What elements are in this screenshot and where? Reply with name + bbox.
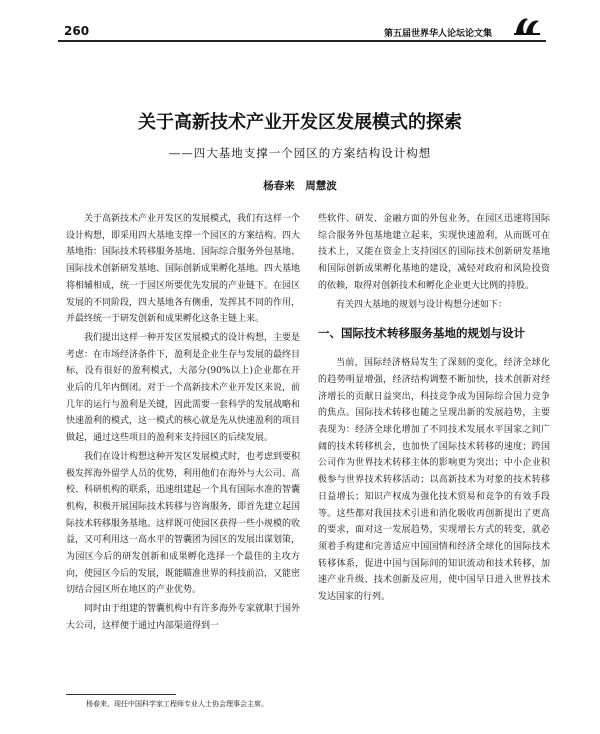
paragraph: 同时由于组建的智囊机构中有许多海外专家就职于国外大公司，这样便于通过内部渠道得到一 — [66, 604, 301, 631]
right-column — [318, 211, 550, 608]
paragraph: 有关四大基地的规划与设计构想分述如下： — [336, 299, 508, 310]
footnote-rule — [66, 694, 176, 695]
page-number: 260 — [64, 24, 90, 38]
paper-title: 关于高新技术产业开发区发展模式的探索 — [138, 112, 462, 133]
paper-subtitle: ——四大基地支撑一个园区的方案结构设计构想 — [168, 146, 432, 160]
paragraph: 我们提出这样一种开发区发展模式的设计构想，主要是考虑：在市场经济条件下，盈利是企业生存与发展的最终目标，没有很好的盈利模式，大部分(90%以上)企业都在开业后的几年内倒闭。对于一个高新技术产业开发区来说，前几年的运行与盈利是关键，因此需要一套科学的发展战略和快速盈利的模式，这一模式的核心就是先从快速盈利的项目做起，通过这些项目的盈利来支持园区的后续发展。 — [66, 332, 301, 444]
footnote: 杨春来，现任中国科学家工程师专业人士协会理事会主席。 — [86, 700, 268, 708]
section-heading: 一、国际技术转移服务基地的规划与设计 — [318, 326, 525, 341]
paragraph: 些软件、研发、金融方面的外包业务，在园区迅速将国际综合服务外包基地建立起来，实现快速盈利，从而既可在技术上，又能在资金上支持园区的国际技术创新研发基地和国际创新成果孵化基地的建设，减轻对政府和风险投资的依赖，取得对创新技术和孵化企业更大比例的持股。 — [318, 214, 550, 291]
running-header: 第五届世界华人论坛论文集 — [384, 29, 493, 39]
forum-logo-icon — [512, 13, 542, 37]
paragraph: 当前，国际经济格局发生了深刻的变化，经济全球化的趋势明显增强，经济结构调整不断加快，技术创新对经济增长的贡献日益突出，科技竞争成为国际综合国力竞争的焦点。国际技术转移也随之呈现出新的发展趋势，主要表现为：经济全球化增加了不同技术发展水平国家之间广阔的技术转移机会，也加快了国际技术转移的速度；跨国公司作为世界技术转移主体的影响更为突出；中小企业积极参与世界技术转移活动；以高新技术为对象的技术转移日益增长；知识产权成为强化技术贸易和竞争的有效手段等。这些都对我国技术引进和消化吸收再创新提出了更高的要求，面对这一发展趋势，实现增长方式的转变，就必须着手构建和完善适应中国国情和经济全球化的国际技术转移体系，促进中国与国际间的知识流动和技术转移，加速产业升级、技术创新及应用，使中国早日进入世界技术发达国家的行列。 — [318, 358, 550, 603]
paper-authors: 杨春来 周慧波 — [263, 180, 337, 192]
left-column — [66, 211, 300, 637]
header-rule — [58, 40, 546, 42]
paragraph: 关于高新技术产业开发区的发展模式，我们有这样一个设计构想，即采用四大基地支撑一个园区的方案结构。四大基地指：国际技术转移服务基地、国际综合服务外包基地、国际技术创新研发基地、国际创新成果孵化基地。四大基地将相辅相成，统一于园区所要优先发展的产业链下。在园区发展的不同阶段，四大基地各有侧重，发挥其不同的作用，并最终统一于研发创新和成果孵化这条主链上来。 — [66, 214, 301, 325]
paragraph: 我们在设计构想这种开发区发展模式时，也考虑到要积极发挥海外留学人员的优势，利用他们在海外与大公司、高校、科研机构的联系，迅速组建起一个具有国际水准的智囊机构，积极开展国际技术转移与咨询服务，即首先建立起国际技术转移服务基地。这样既可使园区获得一些小规模的收益，又可利用这一高水平的智囊团为园区的发展出谋划策，为园区今后的研发创新和成果孵化选择一个最佳的主攻方向，使园区今后的发展，既能瞄准世界的科技前沿，又能密切结合园区所在地区的产业优势。 — [66, 451, 301, 596]
